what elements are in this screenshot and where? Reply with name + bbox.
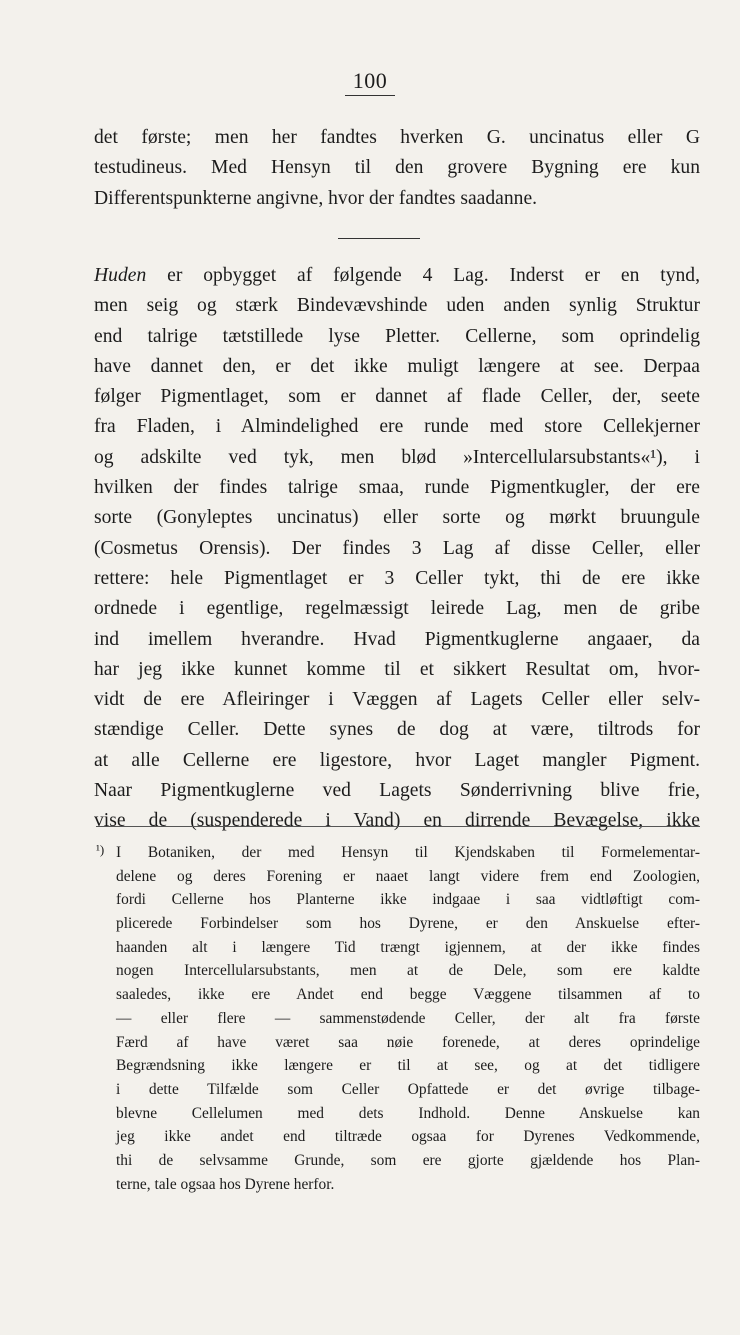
- text-line: vidt de ere Afleiringer i Væggen af Lagets Celler eller selv-: [94, 689, 700, 711]
- footnote: [96, 841, 700, 1196]
- text-line: hvilken der findes talrige smaa, runde Pigmentkugler, der ere: [94, 477, 700, 499]
- text-line: Differentspunkterne angivne, hvor der fandtes saadanne.: [94, 187, 538, 209]
- text-line-first: [94, 261, 700, 291]
- text-line: stændige Celler. Dette synes de dog at være, tiltrods for: [94, 719, 700, 741]
- footnote-line: thi de selvsamme Grunde, som ere gjorte gjældende hos Plan-: [116, 1151, 700, 1169]
- footnote-line: I Botaniken, der med Hensyn til Kjendskaben til Formelementar-: [116, 844, 700, 861]
- text-line: Naar Pigmentkuglerne ved Lagets Sønderrivning blive frie,: [94, 780, 700, 802]
- text-line: har jeg ikke kunnet komme til et sikkert Resultat om, hvor-: [94, 658, 700, 680]
- footnote-line: plicerede Forbindelser som hos Dyrene, er den Anskuelse efter-: [116, 915, 700, 933]
- text-line: vise de (suspenderede i Vand) en dirrende Bevægelse, ikke: [94, 810, 700, 832]
- text-line: fra Fladen, i Almindelighed ere runde med store Cellekjerner: [94, 416, 700, 438]
- footnote-line: terne, tale ogsaa hos Dyrene herfor.: [116, 1175, 335, 1193]
- main-paragraph: [94, 261, 700, 837]
- text-line: men seig og stærk Bindevævshinde uden anden synlig Struktur: [94, 295, 700, 317]
- footnote-line: jeg ikke andet end tiltræde ogsaa for Dyrenes Vedkommende,: [116, 1128, 700, 1146]
- footnote-line: haanden alt i længere Tid trængt igjennem, at der ikke findes: [116, 938, 700, 956]
- intro-paragraph: [94, 123, 700, 214]
- section-heading-word: Huden: [94, 265, 147, 286]
- footnote-rule: [96, 826, 700, 827]
- footnote-line: fordi Cellerne hos Planterne ikke indgaae i saa vidtløftigt com-: [116, 891, 700, 909]
- footnote-line: Færd af have været saa nøie forenede, at deres oprindelige: [116, 1033, 700, 1051]
- text-line: rettere: hele Pigmentlaget er 3 Celler tykt, thi de ere ikke: [94, 567, 700, 589]
- footnote-line: delene og deres Forening er naaet langt videre frem end Zoologien,: [116, 867, 700, 885]
- footnote-line: — eller flere — sammenstødende Celler, der alt fra første: [116, 1009, 700, 1027]
- text-line: ind imellem hverandre. Hvad Pigmentkuglerne angaaer, da: [94, 628, 700, 650]
- page-number-text: 100: [345, 68, 396, 96]
- section-divider: [338, 238, 420, 239]
- text-line: følger Pigmentlaget, som er dannet af flade Celler, der, seete: [94, 386, 700, 408]
- text-line: testudineus. Med Hensyn til den grovere Bygning ere kun: [94, 157, 700, 179]
- footnote-line: i dette Tilfælde som Celler Opfattede er det øvrige tilbage-: [116, 1080, 700, 1098]
- text-line: det første; men her fandtes hverken G. uncinatus eller G: [94, 127, 700, 148]
- page-number: [0, 68, 740, 96]
- text-line: end talrige tætstillede lyse Pletter. Cellerne, som oprindelig: [94, 325, 700, 347]
- footnote-line: nogen Intercellularsubstants, men at de Dele, som ere kaldte: [116, 962, 700, 980]
- text-line: at alle Cellerne ere ligestore, hvor Laget mangler Pigment.: [94, 749, 700, 771]
- first-line-rest: er opbygget af følgende 4 Lag. Inderst er en tynd,: [146, 265, 700, 286]
- text-line: have dannet den, er det ikke muligt længere at see. Derpaa: [94, 355, 700, 377]
- text-line: og adskilte ved tyk, men blød »Intercellularsubstants«¹), i: [94, 446, 700, 468]
- footnote-marker: ¹): [96, 842, 105, 857]
- text-line: ordnede i egentlige, regelmæssigt leirede Lag, men de gribe: [94, 598, 700, 620]
- text-line: (Cosmetus Orensis). Der findes 3 Lag af disse Celler, eller: [94, 537, 700, 559]
- footnote-line: Begrændsning ikke længere er til at see, og at det tidligere: [116, 1057, 700, 1075]
- footnote-line: saaledes, ikke ere Andet end begge Væggene tilsammen af to: [116, 986, 700, 1004]
- footnote-line: blevne Cellelumen med dets Indhold. Denne Anskuelse kan: [116, 1104, 700, 1122]
- text-line: sorte (Gonyleptes uncinatus) eller sorte og mørkt bruungule: [94, 507, 700, 529]
